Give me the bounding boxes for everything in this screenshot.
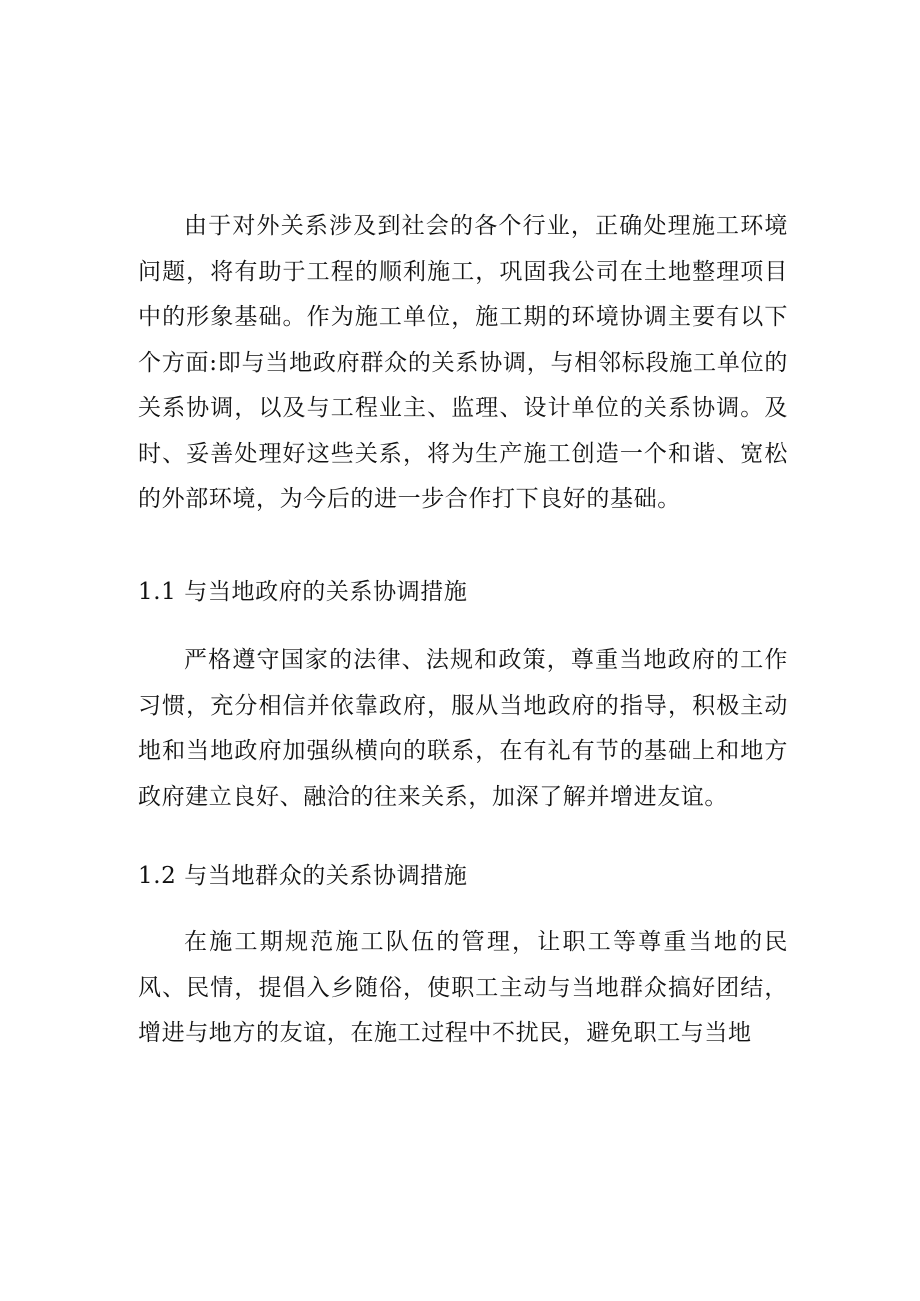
section-1-1-paragraph: 严格遵守国家的法律、法规和政策，尊重当地政府的工作习惯，充分相信并依靠政府，服从当地政府的指导，积极主动地和当地政府加强纵横向的联系，在有礼有节的基础上和地方政府建立良好、融洽的往来关系，加深了解并增进友谊。 <box>138 647 788 810</box>
intro-paragraph: 由于对外关系涉及到社会的各个行业，正确处理施工环境问题，将有助于工程的顺利施工，巩固我公司在土地整理项目中的形象基础。作为施工单位，施工期的环境协调主要有以下个方面:即与当地政府群众的关系协调，与相邻标段施工单位的关系协调，以及与工程业主、监理、设计单位的关系协调。及时、妥善处理好这些关系，将为生产施工创造一个和谐、宽松的外部环境，为今后的进一步合作打下良好的基础。 <box>138 213 788 512</box>
section-heading-1-2: 1.2 与当地群众的关系协调措施 <box>138 863 468 889</box>
section-heading-1-1: 1.1 与当地政府的关系协调措施 <box>138 579 468 605</box>
section-1-2-paragraph: 在施工期规范施工队伍的管理，让职工等尊重当地的民风、民情，提倡入乡随俗，使职工主动与当地群众搞好团结，增进与地方的友谊，在施工过程中不扰民，避免职工与当地 <box>138 929 788 1046</box>
